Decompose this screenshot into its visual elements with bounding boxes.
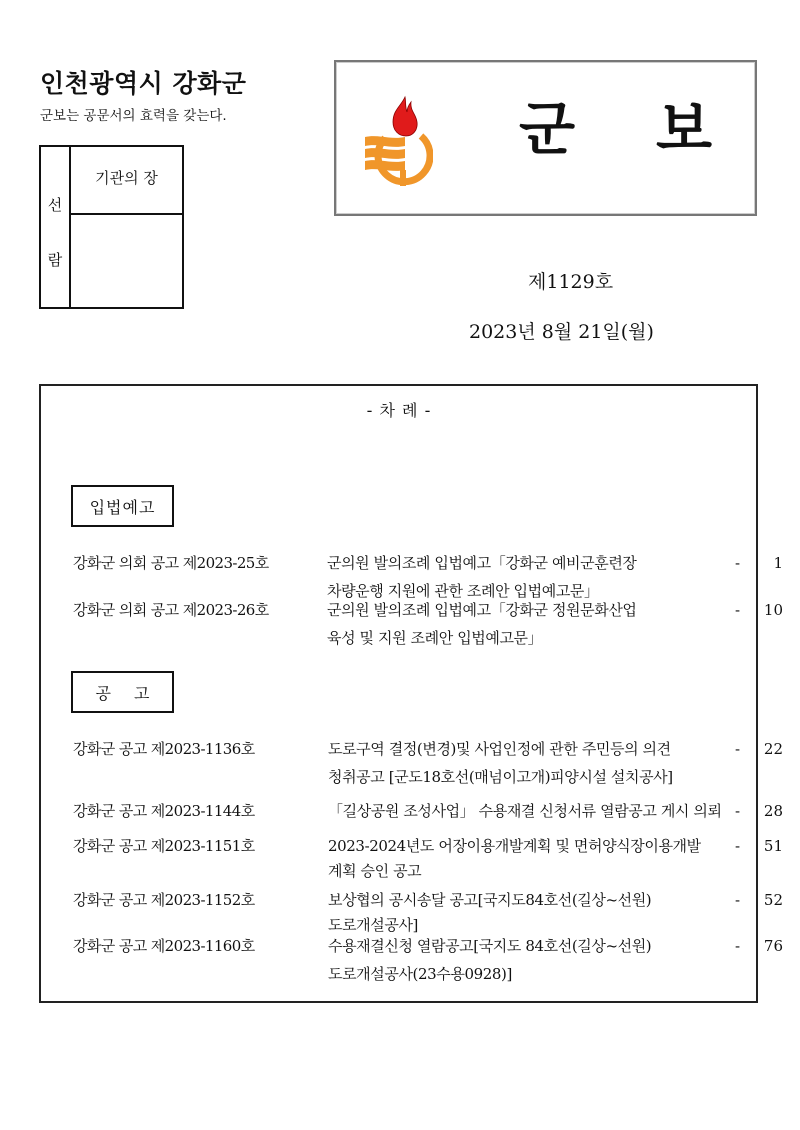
entry-code: 강화군 공고 제2023-1144호 xyxy=(73,802,255,820)
entry-page: 51 xyxy=(763,837,783,855)
entry-leader: - xyxy=(735,937,741,955)
gangwha-county-emblem-icon xyxy=(363,92,433,192)
issue-number: 제1129호 xyxy=(528,271,614,293)
entry-page: 76 xyxy=(763,937,783,955)
entry-leader: - xyxy=(735,740,741,758)
review-signature-area xyxy=(71,215,182,307)
masthead-title-char-2: 보 xyxy=(656,95,713,163)
masthead-title-char-1: 군 xyxy=(519,95,576,163)
review-table xyxy=(39,145,184,309)
entry-code: 강화군 의회 공고 제2023-26호 xyxy=(73,601,269,619)
entry-leader: - xyxy=(735,802,741,820)
review-side-char-2: 람 xyxy=(47,251,63,269)
entry-page: 22 xyxy=(763,740,783,758)
entry-title: 군의원 발의조례 입법예고「강화군 예비군훈련장 차량운행 지원에 관한 조례안 입법예고문」 xyxy=(327,554,637,600)
section-label-legislative-notice: 입법예고 xyxy=(71,485,174,527)
entry-title: 군의원 발의조례 입법예고「강화군 정원문화산업 육성 및 지원 조례안 입법예고문」 xyxy=(327,601,637,647)
entry-leader: - xyxy=(735,601,741,619)
entry-leader: - xyxy=(735,554,741,572)
entry-title: 2023-2024년도 어장이용개발계획 및 면허양식장이용개발 계획 승인 공고 xyxy=(328,837,701,880)
entry-title: 도로구역 결정(변경)및 사업인정에 관한 주민등의 의견 청취공고 [군도18호선(매넘이고개)피양시설 설치공사] xyxy=(328,740,673,786)
section-label-public-notice: 공 고 xyxy=(71,671,174,713)
table-of-contents xyxy=(39,384,783,1003)
entry-code: 강화군 공고 제2023-1152호 xyxy=(73,891,255,909)
entry-code: 강화군 의회 공고 제2023-25호 xyxy=(73,554,269,572)
review-header: 기관의 장 xyxy=(71,147,182,215)
entry-leader: - xyxy=(735,837,741,855)
entry-page: 28 xyxy=(763,802,783,820)
entry-page: 1 xyxy=(773,554,783,572)
entry-code: 강화군 공고 제2023-1136호 xyxy=(73,740,255,758)
toc-title: - 차 례 - xyxy=(366,401,431,420)
review-main xyxy=(71,147,182,307)
entry-title: 수용재결신청 열람공고[국지도 84호선(길상~선원) 도로개설공사(23수용0928)] xyxy=(328,937,652,983)
entry-page: 10 xyxy=(763,601,783,619)
masthead xyxy=(334,60,757,216)
entry-title: 「길상공원 조성사업」 수용재결 신청서류 열람공고 게시 의뢰 xyxy=(328,802,722,820)
organization-subtitle: 군보는 공문서의 효력을 갖는다. xyxy=(40,108,227,124)
entry-leader: - xyxy=(735,891,741,909)
organization-title: 인천광역시 강화군 xyxy=(40,69,247,98)
review-side-label xyxy=(41,147,71,307)
entry-code: 강화군 공고 제2023-1160호 xyxy=(73,937,255,955)
review-side-char-1: 선 xyxy=(47,196,63,214)
entry-title: 보상협의 공시송달 공고[국지도84호선(길상~선원) 도로개설공사] xyxy=(328,891,652,934)
entry-code: 강화군 공고 제2023-1151호 xyxy=(73,837,255,855)
issue-date: 2023년 8월 21일(월) xyxy=(469,321,654,343)
entry-page: 52 xyxy=(763,891,783,909)
